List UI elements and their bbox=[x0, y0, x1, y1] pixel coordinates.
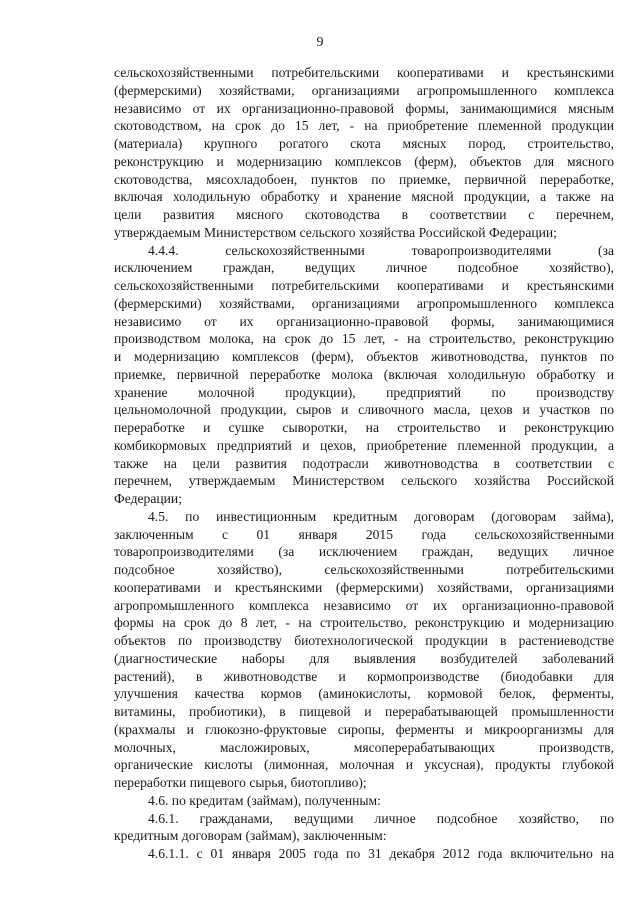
text-line: 4.6.1. гражданами, ведущими личное подсобное хозяйство, по bbox=[148, 810, 614, 826]
text-line: товаропроизводителями (за исключением граждан, ведущих личное bbox=[114, 544, 614, 560]
text-line: скотоводством, на срок до 15 лет, - на приобретение племенной продукции bbox=[114, 118, 614, 134]
text-line: утверждаемым Министерством сельского хозяйства Российской Федерации; bbox=[114, 224, 557, 240]
text-line: переработке и сушке сыворотки, на строительство и реконструкцию bbox=[114, 420, 614, 435]
text-line: независимо от их организационно-правовой формы, занимающимися bbox=[114, 313, 614, 329]
page-number: 9 bbox=[316, 35, 324, 50]
text-line: кредитным договорам (займам), заключенным: bbox=[114, 828, 387, 844]
text-line: комбикормовых предприятий и цехов, приобретение племенной продукции, а bbox=[114, 437, 614, 453]
text-line: хранение молочной продукции), предприятий по производству bbox=[114, 384, 614, 400]
text-line: формы на срок до 8 лет, - на строительство, реконструкцию и модернизацию bbox=[114, 615, 614, 631]
text-line: витамины, пробиотики), в пищевой и перерабатывающей промышленности bbox=[114, 704, 614, 719]
text-line: исключением граждан, ведущих личное подсобное хозяйство), bbox=[114, 260, 614, 276]
text-line: растений), в животноводстве и кормопроизводстве (биодобавки для bbox=[114, 668, 614, 684]
text-line: (материала) крупного рогатого скота мясных пород, строительство, bbox=[114, 136, 614, 151]
text-line: улучшения качества кормов (аминокислоты, кормовой белок, ферменты, bbox=[114, 686, 614, 702]
text-line: (крахмалы и глюкозно-фруктовые сиропы, ферменты и микроорганизмы для bbox=[114, 721, 614, 737]
text-line: заключенным с 01 января 2015 года сельскохозяйственными bbox=[114, 526, 614, 542]
text-line: и модернизацию комплексов (ферм), объектов животноводства, пунктов по bbox=[114, 349, 614, 364]
text-line: молочных, масложировых, мясоперерабатывающих производств, bbox=[114, 739, 614, 755]
text-line: переработки пищевого сырья, биотопливо); bbox=[114, 775, 367, 790]
text-line: (диагностические наборы для выявления возбудителей заболеваний bbox=[114, 650, 614, 666]
text-line: приемке, первичной переработке молока (включая холодильную обработку и bbox=[114, 366, 614, 382]
text-line: сельскохозяйственными потребительскими кооперативами и крестьянскими bbox=[114, 65, 614, 80]
text-line: включая холодильную обработку и хранение мясной продукции, а также на bbox=[114, 189, 614, 205]
text-line: 4.4.4. сельскохозяйственными товаропроизводителями (за bbox=[148, 242, 614, 258]
text-line: подсобное хозяйство), сельскохозяйственными потребительскими bbox=[114, 562, 614, 577]
text-line: реконструкцию и модернизацию комплексов (ферм), объектов для мясного bbox=[114, 153, 614, 169]
text-line: сельскохозяйственными потребительскими кооперативами и крестьянскими bbox=[114, 278, 614, 293]
text-line: агропромышленного комплекса независимо от их организационно-правовой bbox=[114, 597, 614, 613]
text-line: (фермерскими) хозяйствами, организациями агропромышленного комплекса bbox=[114, 295, 614, 311]
text-line: 4.5. по инвестиционным кредитным договорам (договорам займа), bbox=[148, 508, 614, 524]
text-line: также на цели развития подотрасли животноводства в соответствии с bbox=[114, 455, 614, 471]
text-line: цели развития мясного скотоводства в соответствии с перечнем, bbox=[114, 207, 614, 222]
text-line: Федерации; bbox=[114, 491, 182, 506]
text-line: органические кислоты (лимонная, молочная и уксусная), продукты глубокой bbox=[114, 757, 614, 773]
text-line: цельномолочной продукции, сыров и сливочного масла, цехов и участков по bbox=[114, 402, 614, 418]
text-line: независимо от их организационно-правовой формы, занимающимися мясным bbox=[114, 100, 614, 116]
text-line: скотоводства, мясохладобоен, пунктов по приемке, первичной переработке, bbox=[114, 171, 614, 187]
text-line: перечнем, утверждаемым Министерством сельского хозяйства Российской bbox=[114, 473, 614, 489]
body-text bbox=[114, 64, 614, 863]
text-line: кооперативами и крестьянскими (фермерскими) хозяйствами, организациями bbox=[114, 579, 614, 595]
text-line: производством молока, на срок до 15 лет, - на строительство, реконструкцию bbox=[114, 331, 614, 347]
text-line: 4.6. по кредитам (займам), полученным: bbox=[148, 792, 381, 808]
text-line: 4.6.1.1. с 01 января 2005 года по 31 декабря 2012 года включительно на bbox=[148, 846, 614, 861]
text-line: (фермерскими) хозяйствами, организациями агропромышленного комплекса bbox=[114, 82, 614, 98]
text-line: объектов по производству биотехнологической продукции в растениеводстве bbox=[114, 633, 614, 648]
